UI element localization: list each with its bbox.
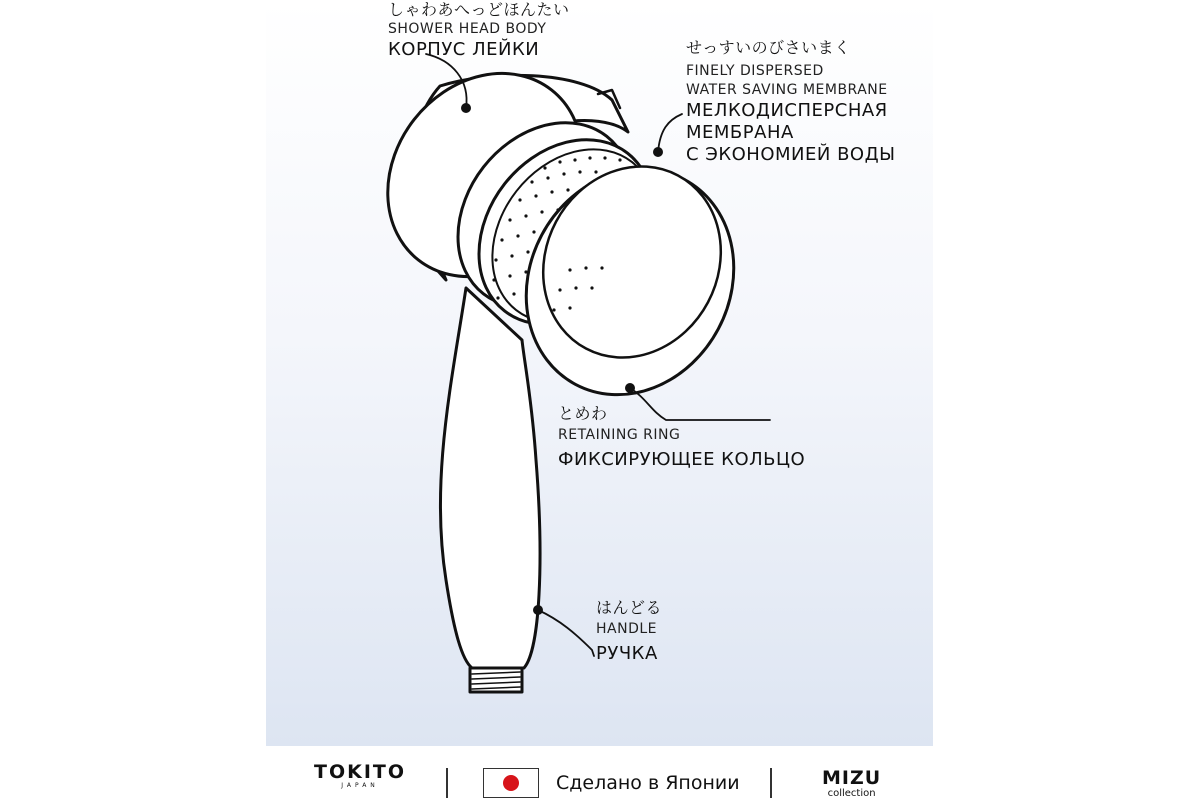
logo-sub: JAPAN [341,782,379,789]
label-membrane-en-2: WATER SAVING MEMBRANE [686,82,888,98]
label-handle-jp: はんどる [596,598,663,617]
mizu-brand [822,768,881,800]
label-membrane-ru-2: МЕМБРАНА [686,122,794,143]
label-body-jp: しゃわあへっどほんたい [388,0,570,19]
footer-divider-right [770,768,772,798]
label-membrane-jp: せっすいのびさいまく [686,38,851,57]
footer-bar [266,746,933,800]
logo-name: TOKITO [314,761,407,783]
tokito-logo [314,762,406,790]
label-shower-head-body [388,0,570,61]
label-membrane-ru-3: С ЭКОНОМИЕЙ ВОДЫ [686,144,896,165]
label-handle-en: HANDLE [596,621,658,637]
handle-outline [440,288,540,668]
label-body-ru: КОРПУС ЛЕЙКИ [388,39,540,60]
brand-sub: collection [827,788,876,799]
label-handle-ru: РУЧКА [596,643,658,664]
label-membrane [686,38,896,166]
label-handle [596,598,662,665]
label-ring-jp: とめわ [558,404,608,423]
label-retaining-ring [558,404,805,471]
label-membrane-ru-1: МЕЛКОДИСПЕРСНАЯ [686,100,888,121]
leader-handle [538,610,594,656]
leader-membrane [658,114,682,152]
japan-flag-icon [483,768,539,798]
label-ring-ru: ФИКСИРУЮЩЕЕ КОЛЬЦО [558,449,806,470]
footer-divider-left [446,768,448,798]
label-ring-en: RETAINING RING [558,427,681,443]
made-in-japan-text: Сделано в Японии [556,772,740,794]
flag-sun [503,775,519,791]
label-body-en: SHOWER HEAD BODY [388,21,547,37]
label-membrane-en-1: FINELY DISPERSED [686,63,824,79]
brand-name: MIZU [822,767,882,789]
